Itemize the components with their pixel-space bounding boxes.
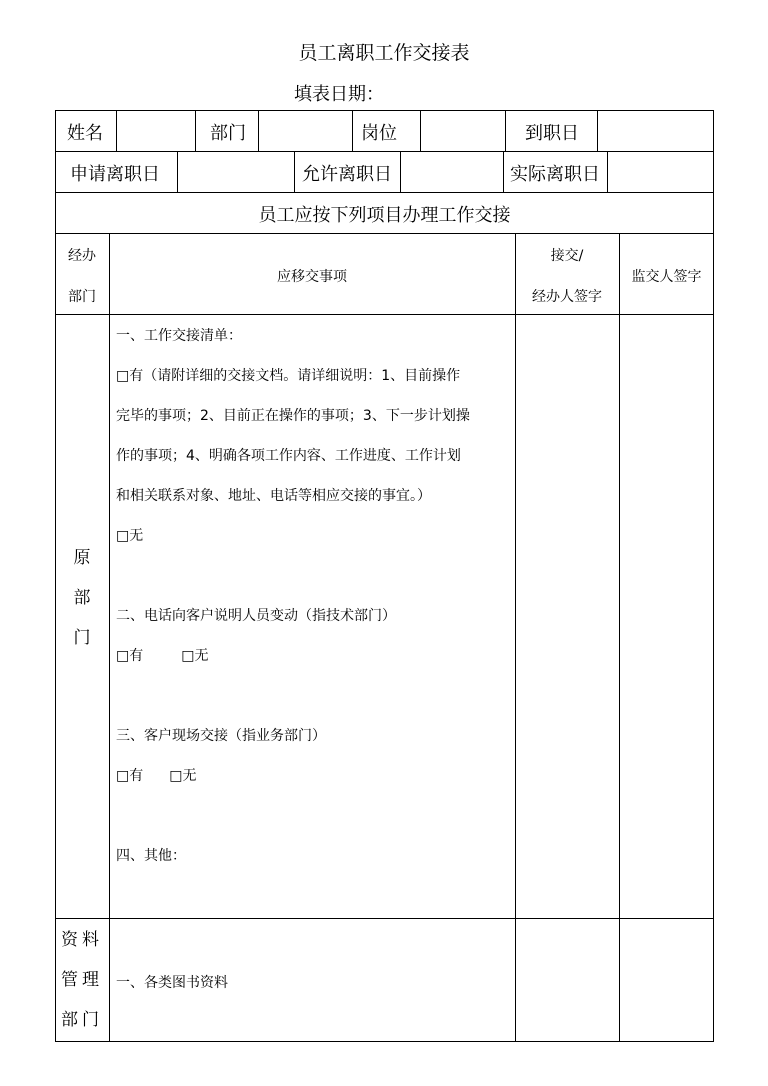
item2-options	[116, 636, 470, 676]
records-dept-label	[55, 920, 109, 1040]
apply-resign-date-field[interactable]	[178, 152, 293, 191]
column-header-dept-line1: 经办	[68, 248, 96, 264]
start-date-field[interactable]	[598, 111, 713, 150]
item4-title: 四、其他：	[116, 848, 186, 864]
item1-yes-line: 作的事项；4、明确各项工作内容、工作进度、工作计划	[116, 448, 461, 464]
position-field[interactable]	[421, 111, 504, 150]
label-line: 管理	[61, 970, 103, 990]
department-label: 部门	[210, 123, 246, 144]
column-divider	[619, 233, 620, 1042]
label-line: 部门	[61, 1010, 103, 1030]
original-dept-items	[116, 316, 470, 876]
label-char: 部	[73, 588, 91, 608]
row-divider	[55, 233, 714, 234]
item1-no-option[interactable]: □无	[116, 528, 144, 544]
form-title: 员工离职工作交接表	[298, 42, 470, 64]
item3-yes-option[interactable]: □有	[116, 768, 144, 784]
column-header-handover-line1: 接交/	[550, 248, 584, 264]
item3-no-option[interactable]: □无	[169, 768, 197, 784]
item1-yes-line[interactable]: □有（请附详细的交接文档。请详细说明：1、目前操作	[116, 368, 461, 384]
column-header-items: 应移交事项	[277, 269, 347, 285]
original-dept-label	[55, 538, 109, 658]
column-header-dept-line2: 部门	[68, 289, 96, 305]
cell-divider	[505, 110, 506, 151]
allowed-resign-date-label: 允许离职日	[302, 164, 392, 185]
allowed-resign-date-field[interactable]	[401, 152, 502, 191]
section-header: 员工应按下列项目办理工作交接	[258, 205, 511, 226]
item3-options	[116, 756, 470, 796]
label-char: 原	[73, 548, 91, 568]
position-label: 岗位	[361, 123, 397, 144]
name-label: 姓名	[67, 123, 103, 144]
actual-resign-date-field[interactable]	[608, 152, 713, 191]
label-char: 门	[73, 628, 91, 648]
cell-divider	[352, 110, 353, 151]
records-item1: 一、各类图书资料	[116, 975, 228, 991]
item2-yes-option[interactable]: □有	[116, 648, 144, 664]
column-header-handover-line2: 经办人签字	[532, 289, 602, 305]
label-line: 资料	[61, 930, 103, 950]
item3-title: 三、客户现场交接（指业务部门）	[116, 728, 326, 744]
cell-divider	[195, 110, 196, 151]
fill-date-label: 填表日期：	[294, 84, 384, 105]
start-date-label: 到职日	[525, 123, 579, 144]
row-divider	[55, 314, 714, 315]
item1-yes-line: 和相关联系对象、地址、电话等相应交接的事宜。）	[116, 488, 431, 504]
item1-title: 一、工作交接清单：	[116, 328, 242, 344]
item1-yes-line: 完毕的事项；2、目前正在操作的事项；3、下一步计划操	[116, 408, 470, 424]
department-field[interactable]	[259, 111, 351, 150]
column-divider	[109, 233, 110, 1042]
cell-divider	[294, 151, 295, 192]
apply-resign-date-label: 申请离职日	[70, 164, 160, 185]
name-field[interactable]	[117, 111, 194, 150]
actual-resign-date-label: 实际离职日	[510, 164, 600, 185]
cell-divider	[503, 151, 504, 192]
row-divider	[55, 918, 714, 919]
column-divider	[515, 233, 516, 1042]
row-divider	[55, 192, 714, 193]
item2-title: 二、电话向客户说明人员变动（指技术部门）	[116, 608, 396, 624]
item2-no-option[interactable]: □无	[181, 648, 209, 664]
column-header-supervisor: 监交人签字	[631, 269, 702, 285]
